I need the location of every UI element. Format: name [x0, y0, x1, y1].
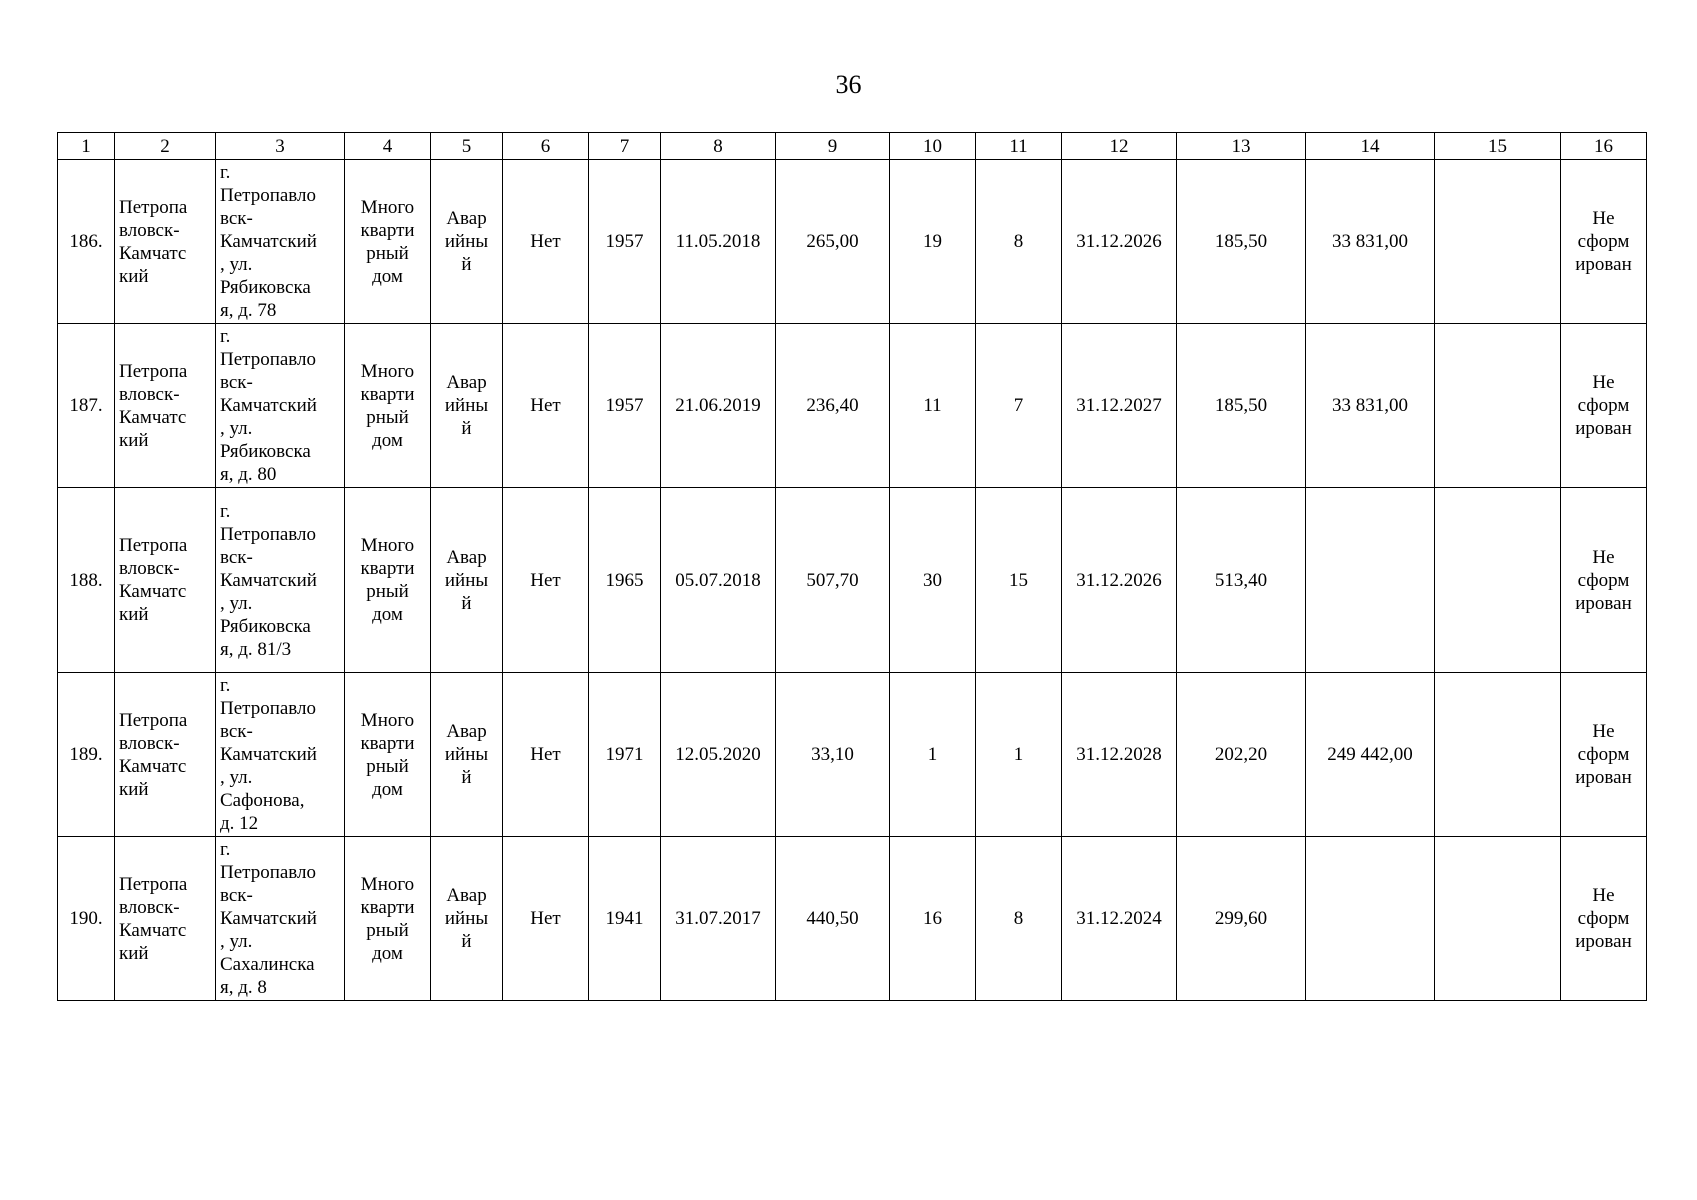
cell-text-line: Авар — [446, 546, 487, 568]
planned-date-cell: 31.12.2026 — [1062, 488, 1177, 673]
cell-text-line: я, д. 81/3 — [220, 638, 292, 660]
cell-text-line: ирован — [1575, 592, 1632, 614]
col15-cell — [1435, 488, 1561, 673]
col6-cell: Нет — [503, 673, 589, 837]
apartments-count-cell: 7 — [976, 324, 1062, 488]
recognition-date-cell: 11.05.2018 — [661, 160, 776, 324]
cell-text-line: кварти — [360, 896, 415, 918]
row-number: 187. — [58, 324, 115, 488]
cell-text-line: Петропа — [119, 873, 188, 895]
condition-status-cell — [431, 837, 503, 1001]
status-note-cell — [1561, 837, 1647, 1001]
cell-text-line: ийны — [444, 231, 489, 252]
column-number: 16 — [1561, 133, 1647, 160]
cell-text-line: рный — [366, 755, 409, 777]
cell-text-line: рный — [366, 406, 409, 428]
col15-cell — [1435, 673, 1561, 837]
cell-text-line: Камчатс — [119, 919, 187, 941]
cell-text-line: ирован — [1575, 767, 1632, 788]
cell-text-line: Много — [360, 360, 415, 382]
col6-cell: Нет — [503, 837, 589, 1001]
cell-text-line: й — [461, 592, 472, 614]
cell-text-line: Петропавло — [220, 862, 316, 883]
column-number: 13 — [1177, 133, 1306, 160]
area-cell: 265,00 — [776, 160, 890, 324]
cell-text-line: сформ — [1577, 395, 1630, 416]
row-number: 189. — [58, 673, 115, 837]
cell-text-line: кий — [119, 778, 149, 800]
municipality-cell — [115, 160, 216, 324]
cell-text-line: й — [461, 418, 472, 439]
cell-text-line: кий — [119, 942, 149, 964]
cell-text-line: сформ — [1577, 569, 1630, 591]
cell-text-line: Рябиковска — [220, 277, 311, 298]
cell-text-line: кий — [119, 604, 149, 625]
cell-text-line: кий — [119, 429, 149, 451]
building-type-cell — [345, 488, 431, 673]
cell-text-line: вск- — [220, 885, 253, 906]
residents-count-cell: 11 — [890, 324, 976, 488]
cell-text-line: рный — [366, 581, 409, 602]
building-type-cell — [345, 324, 431, 488]
column-number: 3 — [216, 133, 345, 160]
apartments-count-cell: 8 — [976, 837, 1062, 1001]
cell-text-line: Авар — [446, 208, 487, 229]
col13-cell: 185,50 — [1177, 324, 1306, 488]
cell-text-line: ийны — [444, 744, 489, 765]
construction-year-cell: 1965 — [589, 488, 661, 673]
condition-status-cell — [431, 673, 503, 837]
status-note-cell — [1561, 324, 1647, 488]
cell-text-line: вск- — [220, 721, 253, 742]
cell-text-line: Камчатский — [220, 395, 317, 416]
cell-text-line: Петропа — [119, 709, 188, 731]
cell-text-line: рный — [366, 919, 409, 941]
cell-text-line: Камчатский — [220, 908, 317, 929]
cell-text-line: ирован — [1575, 931, 1632, 952]
cell-text-line: Не — [1592, 721, 1615, 742]
cell-text-line: ийны — [444, 395, 489, 416]
address-cell — [216, 160, 345, 324]
cell-text-line: кий — [119, 265, 149, 287]
area-cell: 440,50 — [776, 837, 890, 1001]
residents-count-cell: 30 — [890, 488, 976, 673]
cell-text-line: Много — [360, 535, 415, 556]
address-cell — [216, 837, 345, 1001]
recognition-date-cell: 12.05.2020 — [661, 673, 776, 837]
col15-cell — [1435, 837, 1561, 1001]
cell-text-line: , ул. — [220, 767, 253, 788]
cell-text-line: г. — [220, 839, 231, 860]
address-cell — [216, 324, 345, 488]
cell-text-line: сформ — [1577, 908, 1630, 929]
planned-date-cell: 31.12.2028 — [1062, 673, 1177, 837]
column-number: 1 — [58, 133, 115, 160]
recognition-date-cell: 21.06.2019 — [661, 324, 776, 488]
cell-text-line: Камчатский — [220, 569, 317, 591]
building-type-cell — [345, 160, 431, 324]
status-note-cell — [1561, 160, 1647, 324]
planned-date-cell: 31.12.2024 — [1062, 837, 1177, 1001]
cell-text-line: , ул. — [220, 254, 253, 275]
cell-text-line: дом — [372, 429, 403, 451]
recognition-date-cell: 05.07.2018 — [661, 488, 776, 673]
cell-text-line: г. — [220, 326, 231, 347]
table-row — [58, 673, 1647, 837]
cell-text-line: Не — [1592, 208, 1615, 229]
col14-cell: 249 442,00 — [1306, 673, 1435, 837]
cell-text-line: Камчатс — [119, 581, 187, 602]
residents-count-cell: 1 — [890, 673, 976, 837]
column-number: 11 — [976, 133, 1062, 160]
cell-text-line: сформ — [1577, 744, 1630, 765]
cell-text-line: , ул. — [220, 931, 253, 952]
table-row — [58, 837, 1647, 1001]
col6-cell: Нет — [503, 488, 589, 673]
cell-text-line: Петропа — [119, 535, 188, 556]
cell-text-line: Авар — [446, 721, 487, 742]
column-number: 5 — [431, 133, 503, 160]
column-number: 15 — [1435, 133, 1561, 160]
cell-text-line: дом — [372, 942, 403, 964]
cell-text-line: й — [461, 931, 472, 952]
apartments-count-cell: 1 — [976, 673, 1062, 837]
cell-text-line: Камчатский — [220, 231, 317, 252]
cell-text-line: Рябиковска — [220, 441, 311, 462]
cell-text-line: кварти — [360, 732, 415, 754]
cell-text-line: й — [461, 254, 472, 275]
cell-text-line: Петропавло — [220, 698, 316, 719]
cell-text-line: Много — [360, 196, 415, 218]
page-number: 36 — [835, 70, 862, 99]
planned-date-cell: 31.12.2027 — [1062, 324, 1177, 488]
cell-text-line: вловск- — [119, 896, 180, 918]
condition-status-cell — [431, 324, 503, 488]
cell-text-line: Петропа — [119, 196, 188, 218]
cell-text-line: ирован — [1575, 254, 1632, 275]
cell-text-line: вск- — [220, 208, 253, 229]
cell-text-line: кварти — [360, 219, 415, 241]
cell-text-line: г. — [220, 500, 231, 522]
row-number: 188. — [58, 488, 115, 673]
col13-cell: 513,40 — [1177, 488, 1306, 673]
condition-status-cell — [431, 160, 503, 324]
column-number: 7 — [589, 133, 661, 160]
table-row — [58, 488, 1647, 673]
col13-cell: 299,60 — [1177, 837, 1306, 1001]
col15-cell — [1435, 160, 1561, 324]
residents-count-cell: 16 — [890, 837, 976, 1001]
status-note-cell — [1561, 673, 1647, 837]
cell-text-line: Не — [1592, 372, 1615, 393]
municipality-cell — [115, 488, 216, 673]
col14-cell: 33 831,00 — [1306, 324, 1435, 488]
construction-year-cell: 1957 — [589, 324, 661, 488]
column-number: 4 — [345, 133, 431, 160]
construction-year-cell: 1957 — [589, 160, 661, 324]
cell-text-line: вловск- — [119, 732, 180, 754]
table-row — [58, 324, 1647, 488]
planned-date-cell: 31.12.2026 — [1062, 160, 1177, 324]
cell-text-line: Петропавло — [220, 349, 316, 370]
cell-text-line: сформ — [1577, 231, 1630, 252]
municipality-cell — [115, 673, 216, 837]
cell-text-line: Сафонова, — [220, 790, 305, 811]
cell-text-line: Авар — [446, 372, 487, 393]
apartments-count-cell: 8 — [976, 160, 1062, 324]
cell-text-line: кварти — [360, 383, 415, 405]
row-number: 190. — [58, 837, 115, 1001]
cell-text-line: г. — [220, 675, 231, 696]
area-cell: 507,70 — [776, 488, 890, 673]
cell-text-line: вловск- — [119, 219, 180, 241]
cell-text-line: вск- — [220, 546, 253, 568]
cell-text-line: Авар — [446, 885, 487, 906]
cell-text-line: ийны — [444, 569, 489, 591]
status-note-cell — [1561, 488, 1647, 673]
cell-text-line: , ул. — [220, 418, 253, 439]
column-number-row — [58, 133, 1647, 160]
cell-text-line: Камчатс — [119, 406, 187, 428]
cell-text-line: я, д. 78 — [220, 300, 277, 321]
cell-text-line: рный — [366, 242, 409, 264]
column-number: 8 — [661, 133, 776, 160]
building-type-cell — [345, 837, 431, 1001]
cell-text-line: Рябиковска — [220, 615, 311, 637]
cell-text-line: дом — [372, 265, 403, 287]
cell-text-line: й — [461, 767, 472, 788]
cell-text-line: Не — [1592, 885, 1615, 906]
col13-cell: 202,20 — [1177, 673, 1306, 837]
column-number: 9 — [776, 133, 890, 160]
column-number: 14 — [1306, 133, 1435, 160]
cell-text-line: Петропа — [119, 360, 188, 382]
address-cell — [216, 488, 345, 673]
column-number: 2 — [115, 133, 216, 160]
apartments-count-cell: 15 — [976, 488, 1062, 673]
condition-status-cell — [431, 488, 503, 673]
area-cell: 33,10 — [776, 673, 890, 837]
cell-text-line: Не — [1592, 546, 1615, 568]
cell-text-line: вск- — [220, 372, 253, 393]
recognition-date-cell: 31.07.2017 — [661, 837, 776, 1001]
address-cell — [216, 673, 345, 837]
cell-text-line: дом — [372, 604, 403, 625]
municipality-cell — [115, 324, 216, 488]
building-type-cell — [345, 673, 431, 837]
column-number: 12 — [1062, 133, 1177, 160]
table-row — [58, 160, 1647, 324]
col6-cell: Нет — [503, 160, 589, 324]
column-number: 6 — [503, 133, 589, 160]
cell-text-line: г. — [220, 162, 231, 183]
cell-text-line: кварти — [360, 558, 415, 579]
cell-text-line: Петропавло — [220, 523, 316, 545]
col14-cell — [1306, 837, 1435, 1001]
cell-text-line: Камчатс — [119, 242, 187, 264]
col14-cell: 33 831,00 — [1306, 160, 1435, 324]
cell-text-line: я, д. 80 — [220, 464, 277, 485]
col13-cell: 185,50 — [1177, 160, 1306, 324]
col14-cell — [1306, 488, 1435, 673]
construction-year-cell: 1941 — [589, 837, 661, 1001]
municipality-cell — [115, 837, 216, 1001]
col6-cell: Нет — [503, 324, 589, 488]
cell-text-line: Камчатский — [220, 744, 317, 765]
cell-text-line: Камчатс — [119, 755, 187, 777]
cell-text-line: Петропавло — [220, 185, 316, 206]
cell-text-line: вловск- — [119, 383, 180, 405]
cell-text-line: Много — [360, 873, 415, 895]
column-number: 10 — [890, 133, 976, 160]
cell-text-line: Много — [360, 709, 415, 731]
row-number: 186. — [58, 160, 115, 324]
residents-count-cell: 19 — [890, 160, 976, 324]
cell-text-line: вловск- — [119, 558, 180, 579]
cell-text-line: Сахалинска — [220, 954, 315, 975]
cell-text-line: я, д. 8 — [220, 977, 267, 998]
cell-text-line: ирован — [1575, 418, 1632, 439]
housing-register-table — [57, 132, 1647, 1001]
cell-text-line: дом — [372, 778, 403, 800]
cell-text-line: д. 12 — [220, 813, 259, 834]
cell-text-line: ийны — [444, 908, 489, 929]
col15-cell — [1435, 324, 1561, 488]
cell-text-line: , ул. — [220, 592, 253, 614]
area-cell: 236,40 — [776, 324, 890, 488]
construction-year-cell: 1971 — [589, 673, 661, 837]
